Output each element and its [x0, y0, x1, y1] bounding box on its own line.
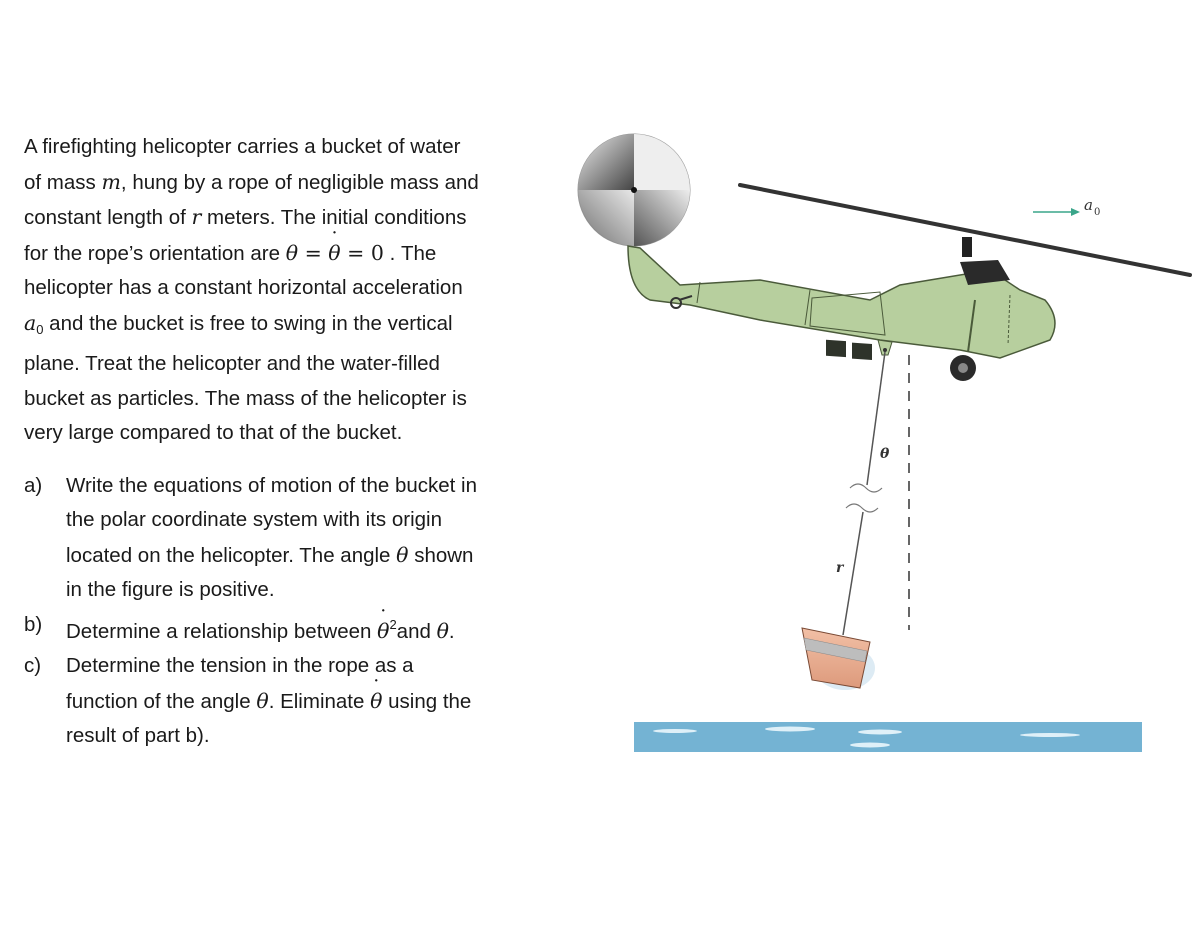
part-body: [66, 469, 477, 608]
text: and the bucket is free to swing in the vertical: [43, 311, 453, 335]
text: using the: [382, 689, 472, 713]
text: in the figure is positive.: [66, 578, 275, 601]
text-line: [66, 573, 477, 608]
problem-statement: [24, 130, 564, 451]
theta-dot-symbol: ˙ θ: [328, 236, 340, 271]
question-parts: [24, 469, 564, 754]
text: shown: [408, 543, 474, 567]
text: . Eliminate: [268, 689, 371, 713]
text: the polar coordinate system with its origin: [66, 508, 443, 531]
main-rotor-icon: [740, 185, 1190, 275]
mass-symbol: m: [101, 169, 121, 194]
text: plane. Treat the helicopter and the water-filled: [24, 352, 440, 375]
text-line: [24, 347, 564, 382]
accel-label-subscript: 0: [1094, 207, 1101, 218]
text: Determine a relationship between: [66, 619, 378, 643]
text: Determine the tension in the rope as a: [66, 654, 414, 677]
rope: [843, 352, 885, 635]
part-c: [24, 649, 564, 754]
text-line: [24, 271, 564, 306]
part-body: [66, 649, 471, 754]
water-surface: [634, 722, 1142, 752]
part-a: [24, 469, 564, 608]
helicopter-body-icon: [628, 246, 1055, 381]
text-line: [66, 469, 477, 504]
text-line: [24, 130, 564, 165]
accel-symbol: a: [24, 310, 37, 335]
text-line: [24, 416, 564, 451]
part-label: c): [24, 654, 42, 677]
helicopter-figure: [570, 120, 1201, 770]
text-line: [66, 503, 477, 538]
part-label: b): [24, 612, 43, 636]
text: located on the helicopter. The angle: [66, 543, 397, 567]
part-body: [66, 608, 455, 650]
exponent: 2: [389, 616, 397, 632]
text-line: [66, 538, 477, 574]
text: , hung by a rope of negligible mass and: [120, 170, 479, 194]
text-line: [66, 608, 455, 650]
part-label: a): [24, 473, 43, 497]
theta-dot-symbol: ˙ θ: [377, 614, 389, 649]
text: .: [448, 619, 455, 643]
equals-zero: = 0: [340, 240, 384, 265]
text-line: [24, 236, 564, 272]
theta-dot-symbol: ˙ θ: [370, 684, 382, 719]
problem-text: [24, 130, 564, 754]
text-line: [24, 306, 564, 348]
acceleration-arrow-icon: [1033, 196, 1100, 218]
theta-symbol: θ: [256, 688, 269, 713]
tail-rotor-icon: [578, 134, 690, 246]
length-symbol: r: [191, 205, 202, 229]
accel-label: a: [1084, 196, 1093, 214]
text: for the rope’s orientation are: [24, 241, 286, 265]
bucket-icon: [802, 628, 875, 690]
rope-length-label: r: [836, 560, 844, 576]
text: of mass: [24, 170, 102, 194]
equals: =: [298, 240, 329, 265]
theta-symbol: θ: [285, 240, 299, 265]
theta-symbol: θ: [436, 618, 449, 643]
text: and: [396, 619, 437, 643]
text: helicopter has a constant horizontal acceleration: [24, 276, 463, 299]
text: meters. The initial conditions: [201, 206, 467, 229]
text: Write the equations of motion of the bucket in: [66, 473, 478, 497]
text: A firefighting helicopter carries a bucket of water: [24, 135, 461, 158]
text-line: [66, 719, 471, 754]
text-line: [24, 165, 564, 201]
text: constant length of: [24, 206, 192, 229]
theta-symbol: θ: [396, 542, 409, 567]
text: bucket as particles. The mass of the helicopter is: [24, 386, 467, 410]
accel-subscript: 0: [36, 321, 44, 337]
text-line: [24, 382, 564, 417]
text-line: [24, 200, 564, 236]
text-line: [66, 649, 471, 684]
text: very large compared to that of the bucket.: [24, 421, 403, 444]
text: . The: [383, 241, 437, 265]
text-line: [66, 684, 471, 720]
angle-label: θ: [880, 446, 890, 462]
text: function of the angle: [66, 689, 257, 713]
part-b: [24, 608, 564, 650]
text: result of part b).: [66, 724, 210, 747]
